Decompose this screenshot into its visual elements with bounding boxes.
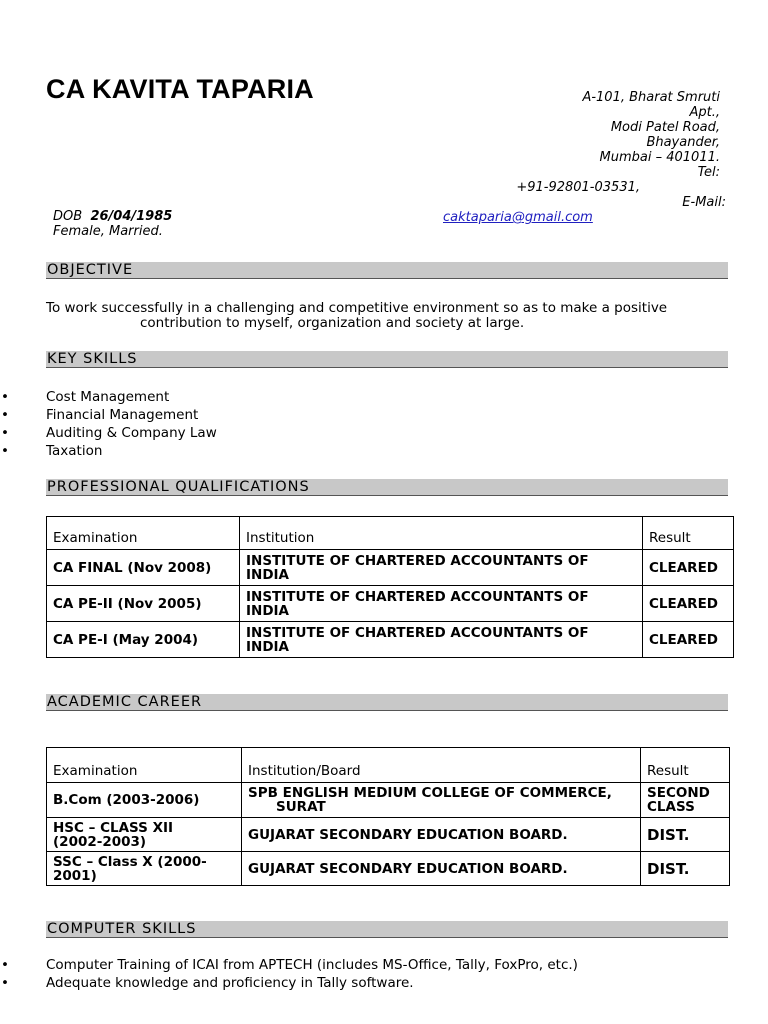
exam-cell: B.Com (2003-2006) bbox=[47, 783, 242, 818]
result-cell bbox=[641, 783, 730, 818]
institution-cell: GUJARAT SECONDARY EDUCATION BOARD. bbox=[242, 852, 641, 886]
list-item bbox=[0, 956, 578, 974]
bullet-icon: • bbox=[1, 957, 9, 973]
address-line-3: Modi Patel Road, bbox=[610, 120, 720, 135]
institution-cell: GUJARAT SECONDARY EDUCATION BOARD. bbox=[242, 818, 641, 852]
skill-label: Taxation bbox=[46, 443, 103, 459]
header-result: Result bbox=[643, 517, 734, 550]
address-line-1: A-101, Bharat Smruti bbox=[582, 90, 720, 105]
table-row bbox=[47, 586, 734, 622]
objective-line-2: contribution to myself, organization and society at large. bbox=[140, 315, 525, 331]
result-line-1: SECOND bbox=[647, 785, 710, 801]
institution-line-2: SURAT bbox=[276, 799, 326, 815]
institution-line-1: SPB ENGLISH MEDIUM COLLEGE OF COMMERCE, bbox=[248, 785, 612, 801]
computer-skill-label: Adequate knowledge and proficiency in Tally software. bbox=[46, 975, 414, 991]
marital-status: Female, Married. bbox=[53, 224, 163, 239]
bullet-icon: • bbox=[1, 443, 9, 459]
result-cell: CLEARED bbox=[643, 622, 734, 658]
table-row bbox=[47, 550, 734, 586]
tel-number: +91-92801-03531, bbox=[516, 180, 640, 195]
header-examination: Examination bbox=[47, 517, 240, 550]
address-line-5: Mumbai – 401011. bbox=[599, 150, 720, 165]
bullet-icon: • bbox=[1, 407, 9, 423]
computer-skill-label: Computer Training of ICAI from APTECH (includes MS-Office, Tally, FoxPro, etc.) bbox=[46, 957, 578, 973]
exam-cell: CA PE-I (May 2004) bbox=[47, 622, 240, 658]
institution-cell: INSTITUTE OF CHARTERED ACCOUNTANTS OF INDIA bbox=[240, 586, 643, 622]
skill-label: Financial Management bbox=[46, 407, 199, 423]
bullet-icon: • bbox=[1, 425, 9, 441]
dob-block bbox=[53, 209, 172, 239]
section-objective: OBJECTIVE bbox=[46, 262, 728, 279]
exam-cell: CA FINAL (Nov 2008) bbox=[47, 550, 240, 586]
exam-line-2: (2002-2003) bbox=[53, 833, 147, 850]
section-academic-career: ACADEMIC CAREER bbox=[46, 694, 728, 711]
computer-skills-list bbox=[0, 956, 578, 992]
objective-text bbox=[46, 301, 726, 331]
exam-cell: CA PE-II (Nov 2005) bbox=[47, 586, 240, 622]
exam-cell bbox=[47, 818, 242, 852]
dob-value: 26/04/1985 bbox=[90, 209, 173, 224]
bullet-icon: • bbox=[1, 389, 9, 405]
list-item bbox=[0, 424, 217, 442]
skill-label: Cost Management bbox=[46, 389, 170, 405]
list-item bbox=[0, 974, 578, 992]
header-institution-board: Institution/Board bbox=[242, 748, 641, 783]
result-cell: CLEARED bbox=[643, 586, 734, 622]
objective-line-1: To work successfully in a challenging and competitive environment so as to make a positive bbox=[46, 300, 668, 316]
exam-cell bbox=[47, 852, 242, 886]
table-row bbox=[47, 818, 730, 852]
header-result: Result bbox=[641, 748, 730, 783]
table-row bbox=[47, 852, 730, 886]
result-cell: DIST. bbox=[641, 818, 730, 852]
header-examination: Examination bbox=[47, 748, 242, 783]
institution-cell bbox=[242, 783, 641, 818]
academic-table bbox=[46, 747, 730, 886]
exam-line-1: HSC – CLASS XII bbox=[53, 819, 174, 836]
table-row bbox=[47, 783, 730, 818]
skill-label: Auditing & Company Law bbox=[46, 425, 217, 441]
address-line-2: Apt., bbox=[689, 105, 720, 120]
result-cell: CLEARED bbox=[643, 550, 734, 586]
key-skills-list bbox=[0, 388, 217, 460]
result-line-2: CLASS bbox=[647, 799, 695, 815]
section-key-skills: KEY SKILLS bbox=[46, 351, 728, 368]
email-link[interactable]: caktaparia@gmail.com bbox=[443, 210, 593, 225]
table-header-row bbox=[47, 748, 730, 783]
exam-line-1: SSC – Class X (2000- bbox=[53, 853, 207, 870]
exam-line-2: 2001) bbox=[53, 867, 97, 884]
institution-cell: INSTITUTE OF CHARTERED ACCOUNTANTS OF INDIA bbox=[240, 550, 643, 586]
tel-label: Tel: bbox=[697, 165, 720, 180]
table-row bbox=[47, 622, 734, 658]
section-professional-qualifications: PROFESSIONAL QUALIFICATIONS bbox=[46, 479, 728, 496]
dob-label: DOB bbox=[53, 209, 83, 224]
result-cell: DIST. bbox=[641, 852, 730, 886]
section-computer-skills: COMPUTER SKILLS bbox=[46, 921, 728, 938]
bullet-icon: • bbox=[1, 975, 9, 991]
list-item bbox=[0, 406, 217, 424]
header-institution: Institution bbox=[240, 517, 643, 550]
institution-cell: INSTITUTE OF CHARTERED ACCOUNTANTS OF INDIA bbox=[240, 622, 643, 658]
table-header-row bbox=[47, 517, 734, 550]
email-label: E-Mail: bbox=[682, 195, 726, 210]
candidate-name: CA KAVITA TAPARIA bbox=[46, 74, 314, 104]
list-item bbox=[0, 442, 217, 460]
address-line-4: Bhayander, bbox=[646, 135, 720, 150]
professional-table bbox=[46, 516, 734, 658]
list-item bbox=[0, 388, 217, 406]
